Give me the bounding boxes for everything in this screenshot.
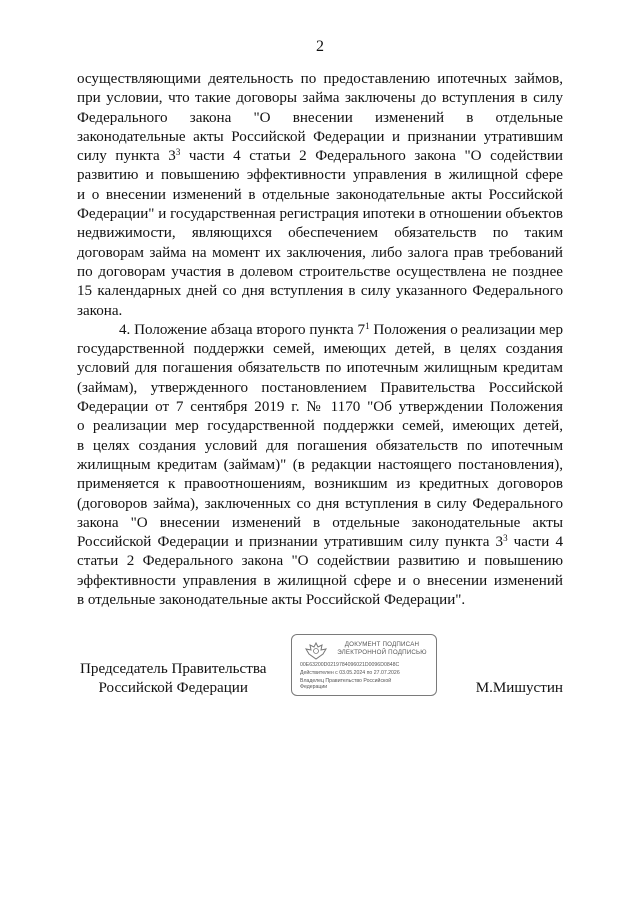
coat-of-arms-icon	[302, 641, 330, 661]
electronic-signature-stamp	[291, 634, 437, 696]
signatory-position-line: Российской Федерации	[98, 680, 248, 697]
text-line: государственной поддержки семей, имеющих детей, в целях создания	[77, 341, 563, 358]
text-line: при условии, что такие договоры займа заключены до вступления в силу	[77, 90, 563, 107]
text-line: жилищным кредитам (займам)" (в редакции настоящего постановления),	[77, 456, 563, 473]
text-line: Федерального закона "О внесении изменений в отдельные	[77, 109, 563, 126]
signatory-position-line: Председатель Правительства	[80, 661, 267, 677]
signatory-position	[80, 660, 266, 699]
text-line: статьи 2 Федерального закона "О содействии развитию и повышению	[77, 553, 563, 570]
text-line: недвижимости, являющихся обеспечением обязательств по таким	[77, 225, 563, 242]
text-line: (займам), утвержденного постановлением Правительства Российской	[77, 379, 563, 396]
signatory-name: М.Мишустин	[475, 680, 563, 696]
superscript: 3	[175, 147, 181, 158]
text-line: по договорам участия в долевом строительстве осуществлена не позднее	[77, 263, 563, 280]
text-line: осуществляющими деятельность по предоставлению ипотечных займов,	[77, 71, 563, 87]
text-line: о реализации мер государственной поддержки семей, имеющих детей,	[77, 418, 563, 435]
text-line: закона "О внесении изменений в отдельные законодательные акты	[77, 514, 563, 531]
stamp-owner: Федерации	[300, 684, 328, 690]
text-line: условий для погашения обязательств по ипотечным жилищным кредитам	[77, 360, 563, 377]
superscript: 1	[365, 320, 370, 331]
stamp-validity: Действителен с 03.05.2024 по 27.07.2026	[300, 670, 400, 676]
text-line: в отдельные законодательные акты Российской Федерации".	[77, 592, 466, 609]
text-line: силу пункта $3^3$ части 4 статьи 2 Федерального закона "О содействии	[77, 147, 563, 165]
text-line: 4. Положение абзаца второго пункта $7^1$ Положения о реализации мер	[119, 320, 563, 338]
text-line: законодательные акты Российской Федерации и признании утратившим	[77, 128, 563, 145]
text-line: и о внесении изменений в отдельные законодательные акты Российской	[77, 186, 563, 203]
text-line: договорам займа на момент их заключения, либо залога прав требований	[77, 244, 563, 261]
superscript: 3	[503, 533, 508, 544]
text-line: Федерации" и государственная регистрация ипотеки в отношении объектов	[77, 206, 563, 223]
text-line: закона.	[77, 302, 123, 319]
text-line: эффективности управления в жилищной сфере и о внесении изменений	[77, 572, 563, 589]
text-line: (договоров займа), заключенных со дня вступления в силу Федерального	[77, 495, 563, 512]
text-line: применяется к правоотношениям, возникшим из кредитных договоров	[77, 476, 563, 493]
text-line: Российской Федерации и признании утратившим силу пункта $3^3$ части 4	[77, 533, 563, 551]
text-line: развитию и повышению эффективности управления в жилищной сфере	[77, 167, 563, 184]
stamp-owner: Владелец Правительство Российской	[300, 678, 392, 684]
text-line: в целях создания условий для погашения обязательств по ипотечным	[77, 437, 563, 454]
page-number: 2	[316, 38, 324, 55]
stamp-certificate: 00E63200D0219784096021D0096D0848C	[300, 662, 400, 668]
stamp-title: ДОКУМЕНТ ПОДПИСАН ЭЛЕКТРОННОЙ ПОДПИСЬЮ	[337, 641, 427, 656]
document-body	[77, 70, 563, 610]
text-line: Федерации от 7 сентября 2019 г. № 1170 "Об утверждении Положения	[77, 399, 563, 416]
text-line: 15 календарных дней со дня вступления в силу указанного Федерального	[77, 283, 563, 300]
